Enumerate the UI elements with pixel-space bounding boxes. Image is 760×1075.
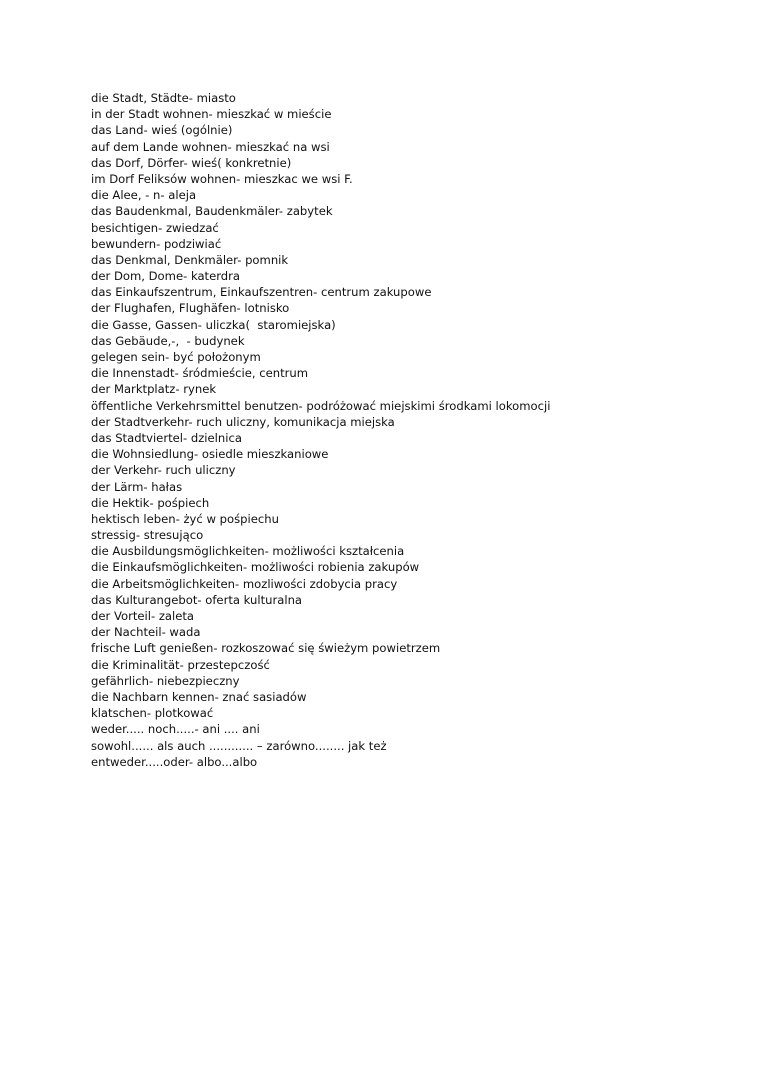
vocab-line: klatschen- plotkować [91,706,214,721]
vocab-line: bewundern- podziwiać [91,236,222,251]
vocab-line: die Wohnsiedlung- osiedle mieszkaniowe [91,447,329,462]
vocab-line: das Baudenkmal, Baudenkmäler- zabytek [91,204,333,219]
vocab-line: der Vorteil- zaleta [91,609,195,623]
vocab-line: gefährlich- niebezpieczny [91,673,240,688]
vocab-line: besichtigen- zwiedzać [91,220,219,235]
vocab-line: stressig- stresująco [91,528,204,543]
vocab-line: die Alee, - n- aleja [91,188,197,203]
vocab-line: die Kriminalität- przestepczość [91,657,270,672]
vocab-line: die Innenstadt- śródmieście, centrum [91,366,309,381]
vocab-line: der Flughafen, Flughäfen- lotnisko [91,301,290,316]
vocab-line: öffentliche Verkehrsmittel benutzen- podróżować miejskimi środkami lokomocji [91,398,551,413]
vocab-line: das Gebäude,-, - budynek [91,333,245,348]
vocab-line: die Gasse, Gassen- uliczka( staromiejska) [91,317,336,332]
vocab-line: die Stadt, Städte- miasto [91,91,236,105]
vocab-line: das Land- wieś (ogólnie) [91,123,233,138]
vocab-line: die Hektik- pośpiech [91,495,210,510]
vocab-line: frische Luft genießen- rozkoszować się świeżym powietrzem [91,641,441,656]
vocab-line: das Dorf, Dörfer- wieś( konkretnie) [91,155,292,170]
vocab-line: der Marktplatz- rynek [91,382,217,397]
vocab-line: hektisch leben- żyć w pośpiechu [91,511,279,526]
vocab-line: die Nachbarn kennen- znać sasiadów [91,689,307,704]
vocab-line: die Arbeitsmöglichkeiten- mozliwości zdobycia pracy [91,576,398,591]
vocab-line: der Verkehr- ruch uliczny [91,463,236,478]
vocab-line: sowohl...... als auch ............ – zarówno........ jak też [91,738,387,753]
vocab-line: gelegen sein- być położonym [91,350,261,364]
vocab-line: der Stadtverkehr- ruch uliczny, komunikacja miejska [91,414,395,429]
vocab-line: im Dorf Feliksów wohnen- mieszkac we wsi F. [91,171,353,186]
vocab-line: das Kulturangebot- oferta kulturalna [91,592,303,607]
vocab-line: auf dem Lande wohnen- mieszkać na wsi [91,139,330,154]
vocab-line: der Dom, Dome- katerdra [91,269,241,284]
vocab-line: der Nachteil- wada [91,625,201,640]
vocab-line: in der Stadt wohnen- mieszkać w mieście [91,107,332,122]
vocab-line: das Denkmal, Denkmäler- pomnik [91,252,289,267]
vocab-line: entweder.....oder- albo...albo [91,754,258,769]
vocab-line: das Stadtviertel- dzielnica [91,430,242,445]
vocab-line: der Lärm- hałas [91,479,183,494]
vocab-line: die Einkaufsmöglichkeiten- możliwości robienia zakupów [91,560,420,575]
vocab-line: die Ausbildungsmöglichkeiten- możliwości kształcenia [91,544,405,559]
vocabulary-list [91,90,731,770]
vocab-line: das Einkaufszentrum, Einkaufszentren- centrum zakupowe [91,285,432,300]
vocab-line: weder..... noch.....- ani .... ani [91,722,260,737]
